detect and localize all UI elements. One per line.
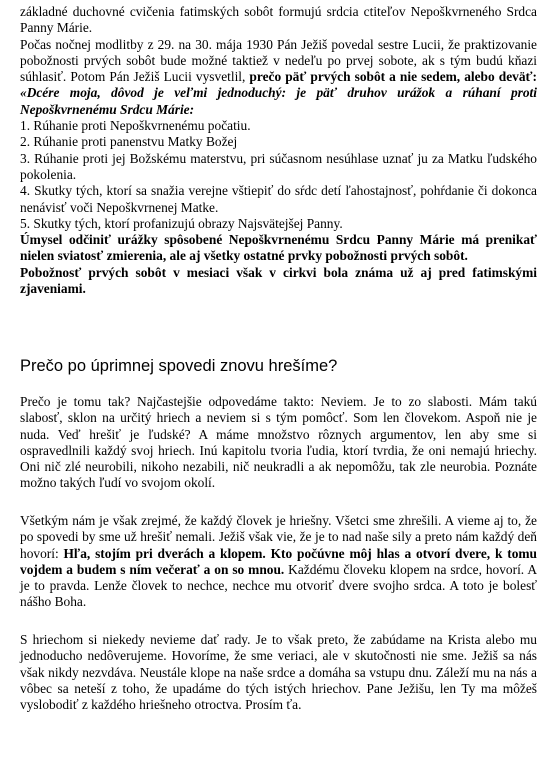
vision-paragraph xyxy=(20,37,537,118)
list-item: 2. Rúhanie proti panenstvu Matky Božej xyxy=(20,134,238,150)
vision-colon: : xyxy=(532,69,537,85)
devotion-history-paragraph: Pobožnosť prvých sobôt v mesiaci však v cirkvi bola známa už aj pred fatimskými zjaveniami. xyxy=(20,264,537,297)
list-item: 5. Skutky tých, ktorí profanizujú obrazy Najsvätejšej Panny. xyxy=(20,215,343,231)
paragraph-text: S hriechom si niekedy nevieme dať rady. Je to však preto, že zabúdame na Krista alebo mu jednoducho nedôverujeme. Hovoríme, že sme veriaci, ale v skutočnosti nie sme. Ježiš sa nás však nikdy nezvdáva. Neustále klope na naše srdce a domáha sa vstupu dnu. Záleží mu na nás a vôbec sa neteší z toho, že upadáme do tých istých hriechov. Pane Ježišu, len Ty ma môžeš vyslobodiť z každého hriešneho otroctva. Prosím ťa. xyxy=(20,632,537,713)
vision-bold-text: prečo päť prvých sobôt a nie sedem, alebo deväť xyxy=(249,69,533,85)
section-heading: Prečo po úprimnej spovedi znovu hrešíme? xyxy=(20,357,338,375)
knocking-paragraph xyxy=(20,513,537,611)
scripture-quote: Hľa, stojím pri dverách a klopem. Kto počúvne môj hlas a otvorí dvere, k tomu vojdem a budem s ním večerať a on so mnou. xyxy=(20,545,537,577)
vision-quote: «Dcére moja, dôvod je veľmi jednoduchý: je päť druhov urážok a rúhaní proti Nepoškvrnenému Srdcu Márie: xyxy=(20,85,537,117)
list-item: 4. Skutky tých, ktorí sa snažia verejne vštiepiť do sŕdc detí ľahostajnosť, pohŕdanie či dokonca nenávisť voči Nepoškvrnenej Matke. xyxy=(20,183,537,215)
list-item: 1. Rúhanie proti Nepoškvrnenému počatiu. xyxy=(20,118,251,134)
fatima-saturdays-section xyxy=(20,4,537,297)
paragraph-text xyxy=(20,513,537,611)
reparation-intent-paragraph: Úmysel odčiniť urážky spôsobené Nepoškvrnenému Srdcu Panny Márie má prenikať nielen sviatosť zmierenia, ale aj všetky ostatné prvky pobožnosti prvých sobôt. xyxy=(20,232,537,264)
list-item: 3. Rúhanie proti jej Božskému materstvu, pri súčasnom nesúhlase uznať ju za Matku ľudského pokolenia. xyxy=(20,150,537,182)
paragraph-text-start: Všetkým nám je však zrejmé, že každý človek je hriešny. Všetci sme zhrešili. A vieme aj to, že po spovedi by sme už hrešiť nemali. Ježiš však vie, že je to nad naše sily a preto nám každý deň hovorí: xyxy=(20,513,537,561)
trust-paragraph xyxy=(20,632,537,713)
paragraph-text-end: Každému človeku klopem na srdce, hovorí. A je to pravda. Lenže človek to nechce, nechce mu otvoriť dvere svojho srdca. A toto je bolesť nášho Boha. xyxy=(20,561,537,610)
vision-text: Počas nočnej modlitby z 29. na 30. mája 1930 Pán Ježiš povedal sestre Lucii, že praktizovanie pobožnosti prvých sobôt bude možné taktiež v nedeľu po prvej sobote, ak s tým budú kňazi súhlasiť. Potom Pán Ježiš Lucii vysvetlil, xyxy=(20,36,537,85)
why-we-sin-paragraph xyxy=(20,394,537,492)
paragraph-text: Prečo je tomu tak? Najčastejšie odpovedáme takto: Neviem. Je to zo slabosti. Mám takú slabosť, sklon na určitý hriech a neviem si s tým pomôcť. Som len človekom. Aspoň nie je nuda. Veď hrešiť je ľudské? A máme množstvo rôznych argumentov, len aby sme si ospravedlnili každý svoj hriech. Inú kapitolu tvoria ľudia, ktorí tvrdia, že oni nemajú hriechy. Oni nič zlé neurobili, nikoho nezabili, nič neukradli a ak nepomôžu, tak zle neurobia. Poznáte možno takých ľudí vo svojom okolí. xyxy=(20,394,537,491)
intro-paragraph: základné duchovné cvičenia fatimských sobôt formujú srdcia ctiteľov Nepoškvrneného Srdca Panny Márie. xyxy=(20,4,537,36)
